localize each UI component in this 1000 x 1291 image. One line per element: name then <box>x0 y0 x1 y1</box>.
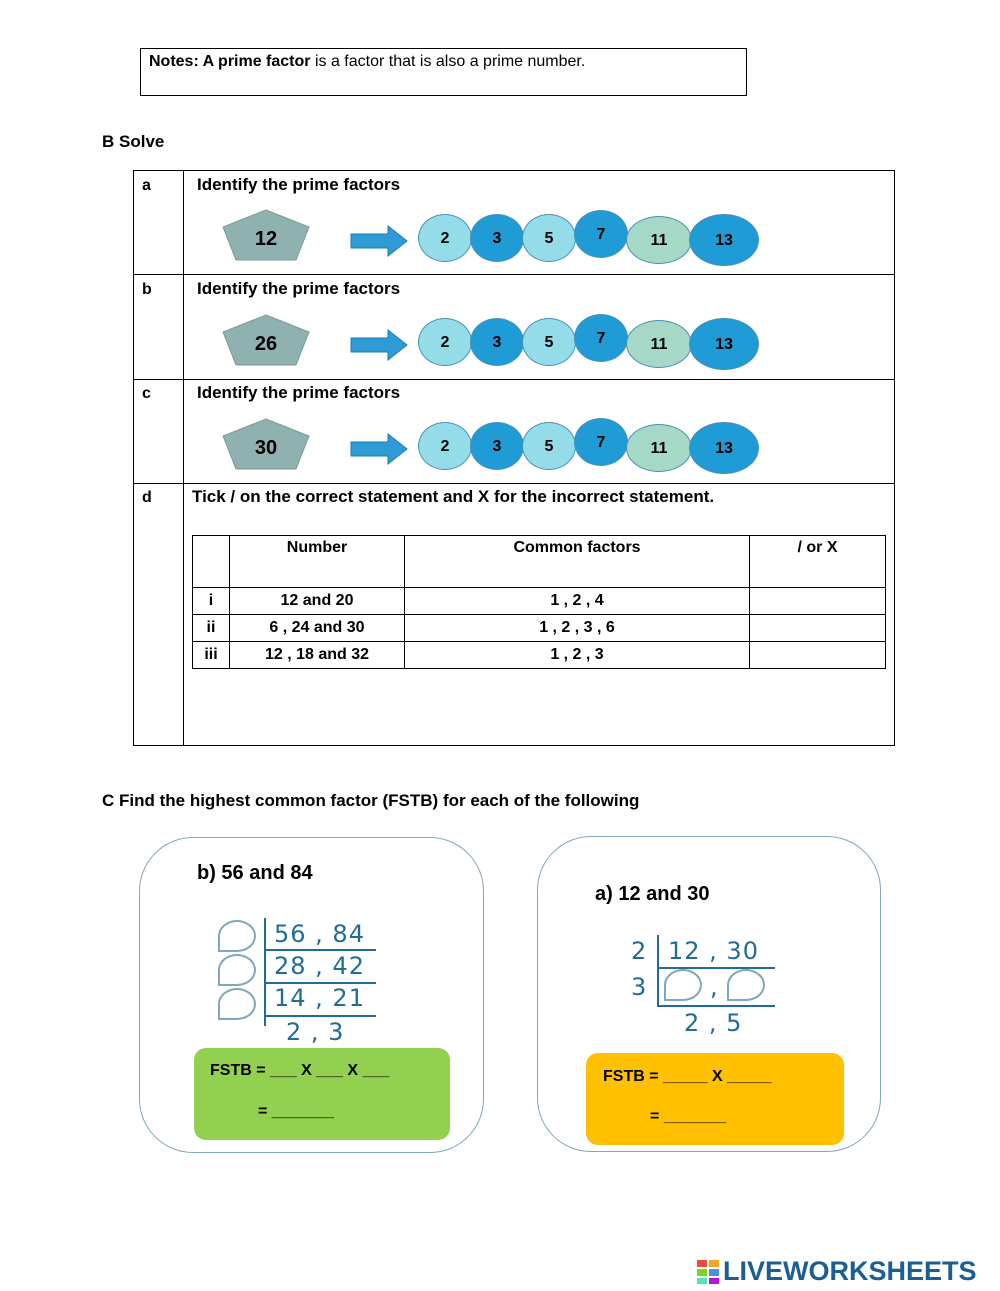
notes-box <box>140 48 747 96</box>
tick-table <box>192 535 886 669</box>
header-cell <box>193 536 230 588</box>
number-pentagon <box>222 314 310 366</box>
row-letter: d <box>142 489 152 506</box>
ladder-row: 12 , 30 <box>668 937 759 965</box>
ladder-line <box>264 1015 376 1017</box>
prime-bubble[interactable]: 2 <box>418 422 472 470</box>
table-divider <box>134 483 894 484</box>
table-row <box>193 642 886 669</box>
row-id: i <box>193 588 230 615</box>
row-id: ii <box>193 615 230 642</box>
ladder-divisor: 2 <box>631 937 648 965</box>
ladder-line <box>657 935 659 1005</box>
divisor-answer-slot[interactable] <box>218 920 256 952</box>
row-number: 12 , 18 and 32 <box>230 642 405 669</box>
prime-bubble[interactable]: 13 <box>689 214 759 266</box>
prime-bubble[interactable]: 11 <box>626 216 692 264</box>
fstb-answer-box[interactable] <box>586 1053 844 1145</box>
hcf-box-a <box>537 836 881 1152</box>
row-title: Identify the prime factors <box>197 383 401 402</box>
ladder-divisor: 3 <box>631 973 648 1001</box>
notes-bold: Notes: A prime factor <box>149 53 311 70</box>
header-number: Number <box>230 536 405 588</box>
pentagon-number: 26 <box>254 333 278 355</box>
row-title: Identify the prime factors <box>197 175 401 194</box>
section-c-title: C Find the highest common factor (FSTB) for each of the following <box>102 791 640 810</box>
row-number: 12 and 20 <box>230 588 405 615</box>
row-title: Tick / on the correct statement and X for the incorrect statement. <box>192 487 715 506</box>
right-arrow-icon <box>350 329 408 361</box>
table-divider <box>183 171 184 745</box>
prime-bubble[interactable]: 13 <box>689 422 759 474</box>
number-pentagon <box>222 418 310 470</box>
notes-text: is a factor that is also a prime number. <box>310 53 586 70</box>
solve-table <box>133 170 895 746</box>
hcf-box-b <box>139 837 484 1153</box>
row-letter: b <box>142 281 152 298</box>
section-b-title: B Solve <box>102 132 165 151</box>
row-number: 6 , 24 and 30 <box>230 615 405 642</box>
table-divider <box>134 274 894 275</box>
ladder-row: 2 , 3 <box>286 1018 345 1046</box>
liveworksheets-logo[interactable] <box>697 1256 997 1288</box>
fstb-result: = _______ <box>258 1103 335 1120</box>
pentagon-number: 30 <box>254 437 278 459</box>
table-row <box>193 588 886 615</box>
table-row <box>193 615 886 642</box>
problem-label: a) 12 and 30 <box>595 883 710 905</box>
quotient-answer-slot[interactable] <box>727 969 765 1001</box>
fstb-result: = _______ <box>650 1108 727 1125</box>
right-arrow-icon <box>350 225 408 257</box>
prime-bubble[interactable]: 5 <box>522 318 576 366</box>
ladder-line <box>264 949 376 951</box>
row-factors: 1 , 2 , 3 , 6 <box>405 615 750 642</box>
header-tick: / or X <box>750 536 886 588</box>
tick-answer-cell[interactable] <box>750 615 886 642</box>
prime-bubble[interactable]: 5 <box>522 214 576 262</box>
divisor-answer-slot[interactable] <box>218 988 256 1020</box>
ladder-row: 14 , 21 <box>274 984 365 1012</box>
prime-bubble[interactable]: 3 <box>470 214 524 262</box>
row-letter: c <box>142 385 151 402</box>
prime-bubble[interactable]: 7 <box>574 210 628 258</box>
prime-bubble[interactable]: 2 <box>418 318 472 366</box>
prime-bubble[interactable]: 13 <box>689 318 759 370</box>
divisor-answer-slot[interactable] <box>218 954 256 986</box>
ladder-row: 28 , 42 <box>274 952 365 980</box>
prime-bubble[interactable]: 7 <box>574 418 628 466</box>
quotient-answer-slot[interactable] <box>664 969 702 1001</box>
prime-bubble[interactable]: 3 <box>470 318 524 366</box>
tick-answer-cell[interactable] <box>750 588 886 615</box>
prime-bubble[interactable]: 11 <box>626 320 692 368</box>
ladder-line <box>657 1005 775 1007</box>
prime-bubble[interactable]: 5 <box>522 422 576 470</box>
prime-bubble[interactable]: 2 <box>418 214 472 262</box>
fstb-answer-box[interactable] <box>194 1048 450 1140</box>
ladder-line <box>264 918 266 1026</box>
fstb-expression: FSTB = ___ X ___ X ___ <box>210 1062 390 1079</box>
pentagon-number: 12 <box>254 228 278 250</box>
row-title: Identify the prime factors <box>197 279 401 298</box>
right-arrow-icon <box>350 433 408 465</box>
row-id: iii <box>193 642 230 669</box>
prime-bubble[interactable]: 11 <box>626 424 692 472</box>
header-common-factors: Common factors <box>405 536 750 588</box>
problem-label: b) 56 and 84 <box>197 862 313 884</box>
row-factors: 1 , 2 , 3 <box>405 642 750 669</box>
row-factors: 1 , 2 , 4 <box>405 588 750 615</box>
prime-bubble[interactable]: 3 <box>470 422 524 470</box>
prime-bubble[interactable]: 7 <box>574 314 628 362</box>
row-letter: a <box>142 177 151 194</box>
ladder-row: 2 , 5 <box>684 1009 743 1037</box>
number-pentagon <box>222 209 310 261</box>
ladder-line <box>657 967 775 969</box>
tick-answer-cell[interactable] <box>750 642 886 669</box>
table-divider <box>134 379 894 380</box>
logo-icon <box>697 1260 719 1284</box>
ladder-comma: , <box>710 973 719 1001</box>
ladder-row: 56 , 84 <box>274 920 365 948</box>
fstb-expression: FSTB = _____ X _____ <box>603 1068 772 1085</box>
logo-text: LIVEWORKSHEETS <box>723 1256 977 1286</box>
